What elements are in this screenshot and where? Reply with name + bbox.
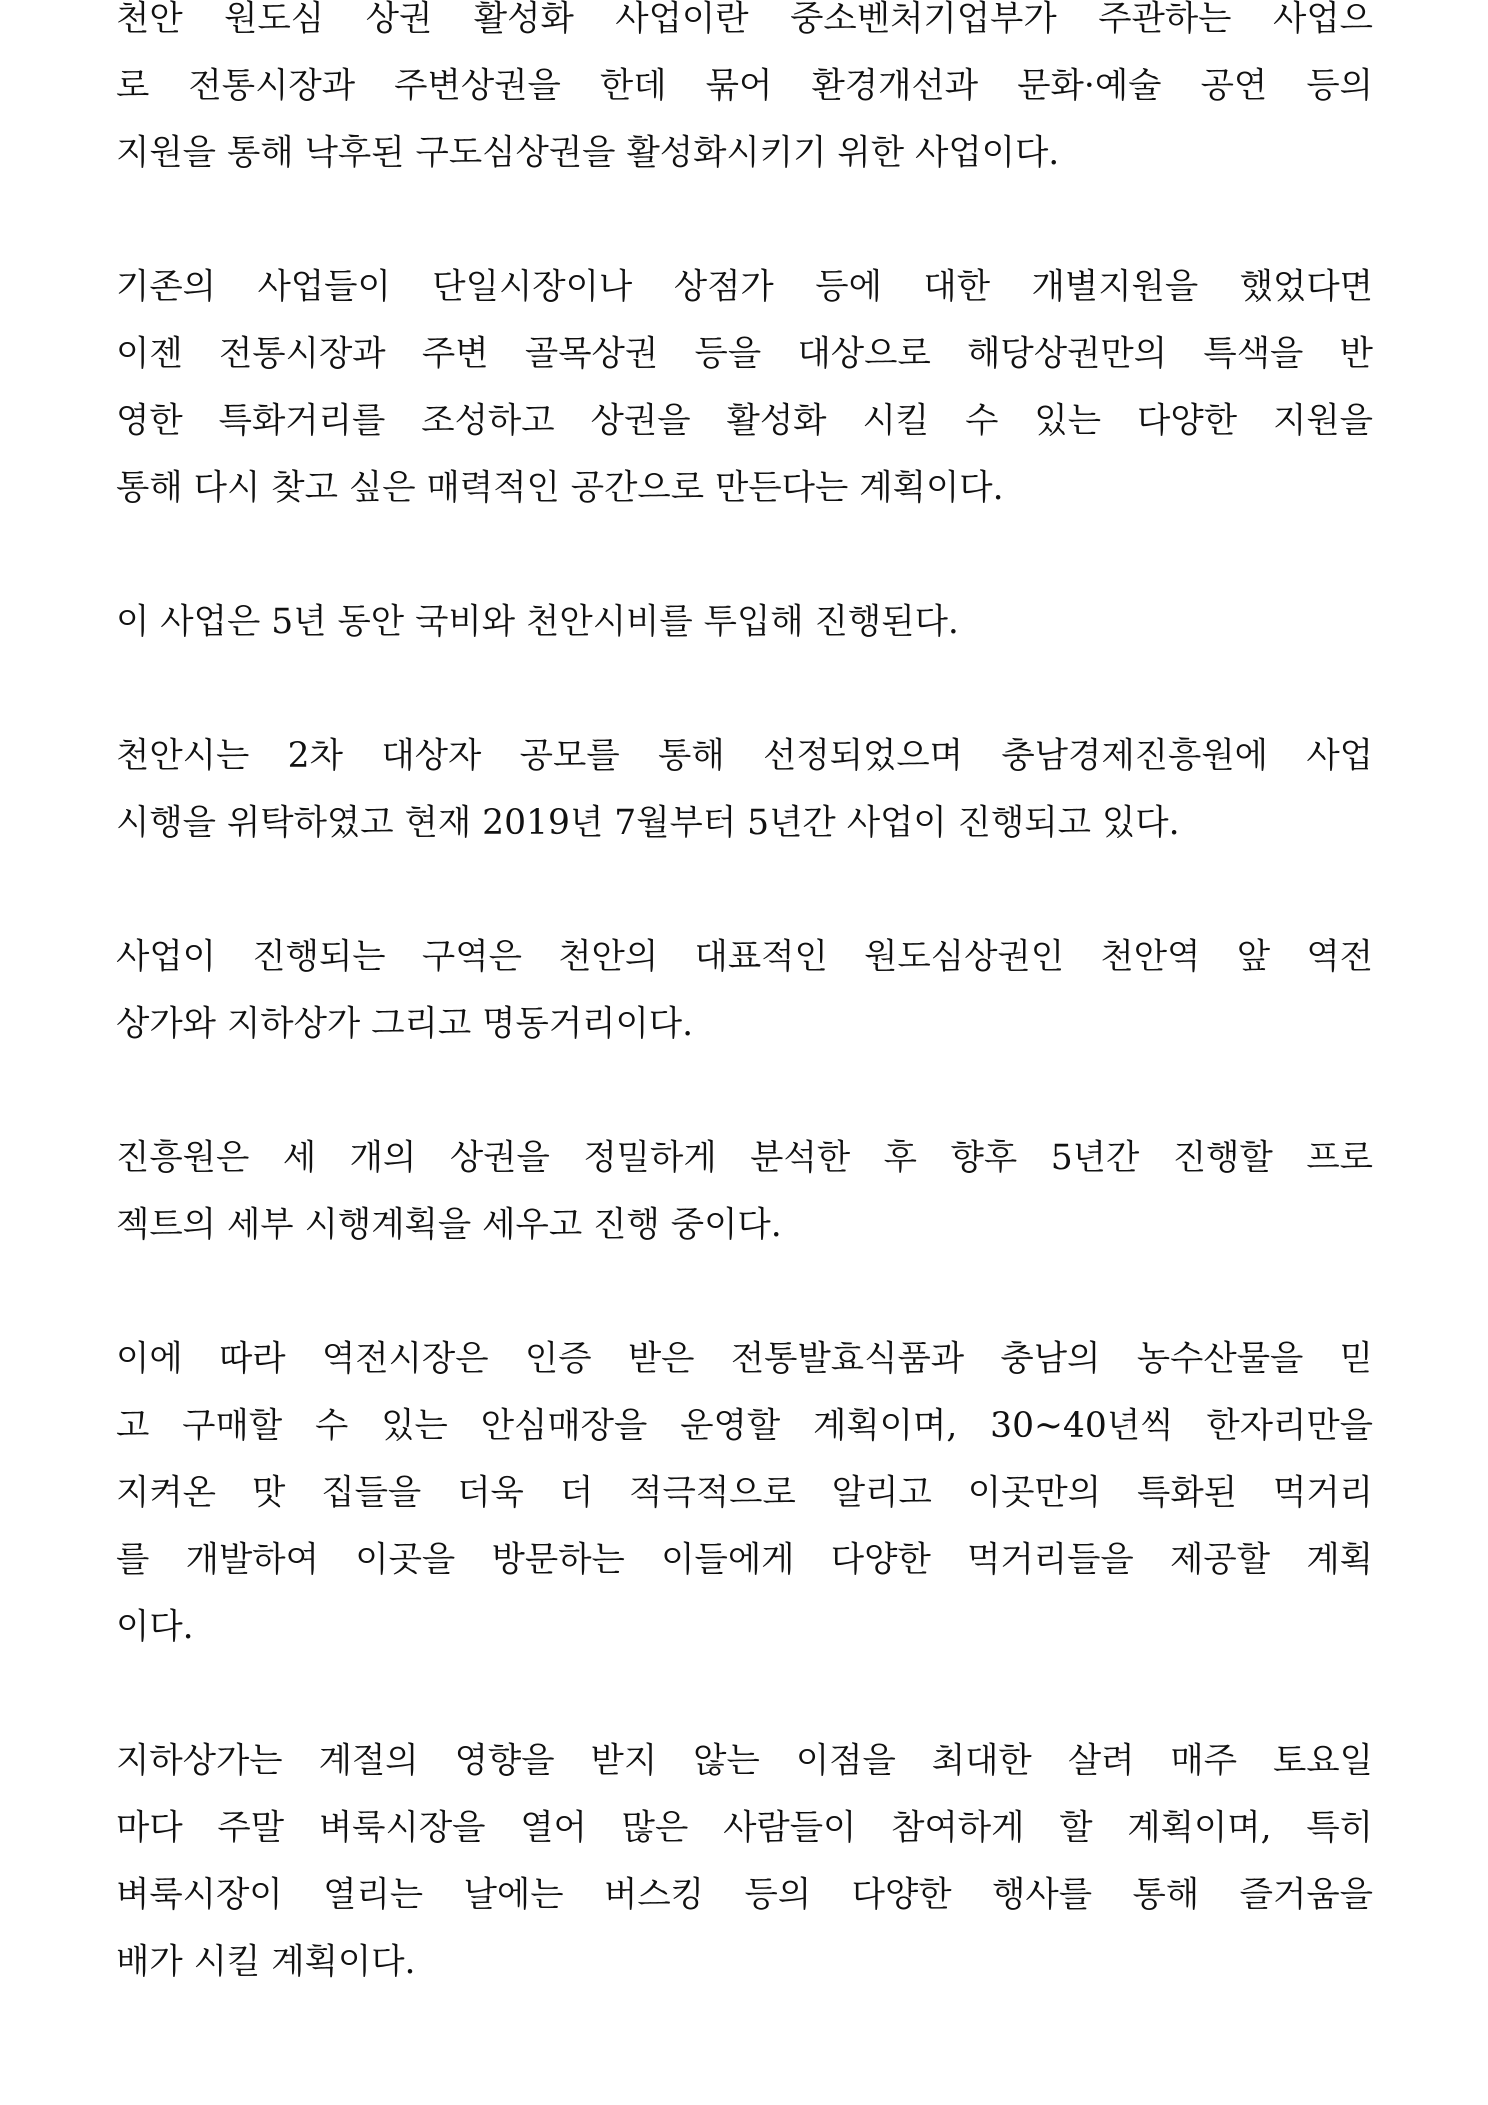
text-line: 배가 시킬 계획이다. <box>116 1942 416 1982</box>
text-line: 시행을 위탁하였고 현재 2019년 7월부터 5년간 사업이 진행되고 있다. <box>116 803 1180 843</box>
text-line: 이에 따라 역전시장은 인증 받은 전통발효식품과 충남의 농수산물을 믿 <box>116 1339 1373 1379</box>
text-line: 지하상가는 계절의 영향을 받지 않는 이점을 최대한 살려 매주 토요일 <box>116 1741 1373 1781</box>
text-line: 통해 다시 찾고 싶은 매력적인 공간으로 만든다는 계획이다. <box>116 468 1004 508</box>
text-line: 이젠 전통시장과 주변 골목상권 등을 대상으로 해당상권만의 특색을 반 <box>116 334 1373 374</box>
paragraph-5 <box>116 924 1373 1058</box>
text-line: 상가와 지하상가 그리고 명동거리이다. <box>116 1004 694 1044</box>
text-line: 벼룩시장이 열리는 날에는 버스킹 등의 다양한 행사를 통해 즐거움을 <box>116 1875 1373 1915</box>
text-line: 영한 특화거리를 조성하고 상권을 활성화 시킬 수 있는 다양한 지원을 <box>116 401 1373 441</box>
paragraph-1 <box>116 0 1373 187</box>
document-body <box>116 0 1373 2063</box>
text-line: 이다. <box>116 1607 194 1647</box>
paragraph-8 <box>116 1728 1373 1996</box>
text-line: 진흥원은 세 개의 상권을 정밀하게 분석한 후 향후 5년간 진행할 프로 <box>116 1138 1373 1178</box>
text-line: 사업이 진행되는 구역은 천안의 대표적인 원도심상권인 천안역 앞 역전 <box>116 937 1373 977</box>
paragraph-4 <box>116 723 1373 857</box>
paragraph-3 <box>116 589 1373 656</box>
text-line: 로 전통시장과 주변상권을 한데 묶어 환경개선과 문화·예술 공연 등의 <box>116 66 1373 106</box>
text-line: 이 사업은 5년 동안 국비와 천안시비를 투입해 진행된다. <box>116 602 959 642</box>
paragraph-2 <box>116 254 1373 522</box>
text-line: 천안 원도심 상권 활성화 사업이란 중소벤처기업부가 주관하는 사업으 <box>116 0 1373 39</box>
text-line: 고 구매할 수 있는 안심매장을 운영할 계획이며, 30~40년씩 한자리만을 <box>116 1406 1373 1446</box>
text-line: 젝트의 세부 시행계획을 세우고 진행 중이다. <box>116 1205 782 1245</box>
text-line: 지켜온 맛 집들을 더욱 더 적극적으로 알리고 이곳만의 특화된 먹거리 <box>116 1473 1373 1513</box>
text-line: 를 개발하여 이곳을 방문하는 이들에게 다양한 먹거리들을 제공할 계획 <box>116 1540 1373 1580</box>
text-line: 천안시는 2차 대상자 공모를 통해 선정되었으며 충남경제진흥원에 사업 <box>116 736 1373 776</box>
text-line: 마다 주말 벼룩시장을 열어 많은 사람들이 참여하게 할 계획이며, 특히 <box>116 1808 1373 1848</box>
text-line: 지원을 통해 낙후된 구도심상권을 활성화시키기 위한 사업이다. <box>116 133 1060 173</box>
paragraph-7 <box>116 1326 1373 1661</box>
paragraph-6 <box>116 1125 1373 1259</box>
text-line: 기존의 사업들이 단일시장이나 상점가 등에 대한 개별지원을 했었다면 <box>116 267 1373 307</box>
